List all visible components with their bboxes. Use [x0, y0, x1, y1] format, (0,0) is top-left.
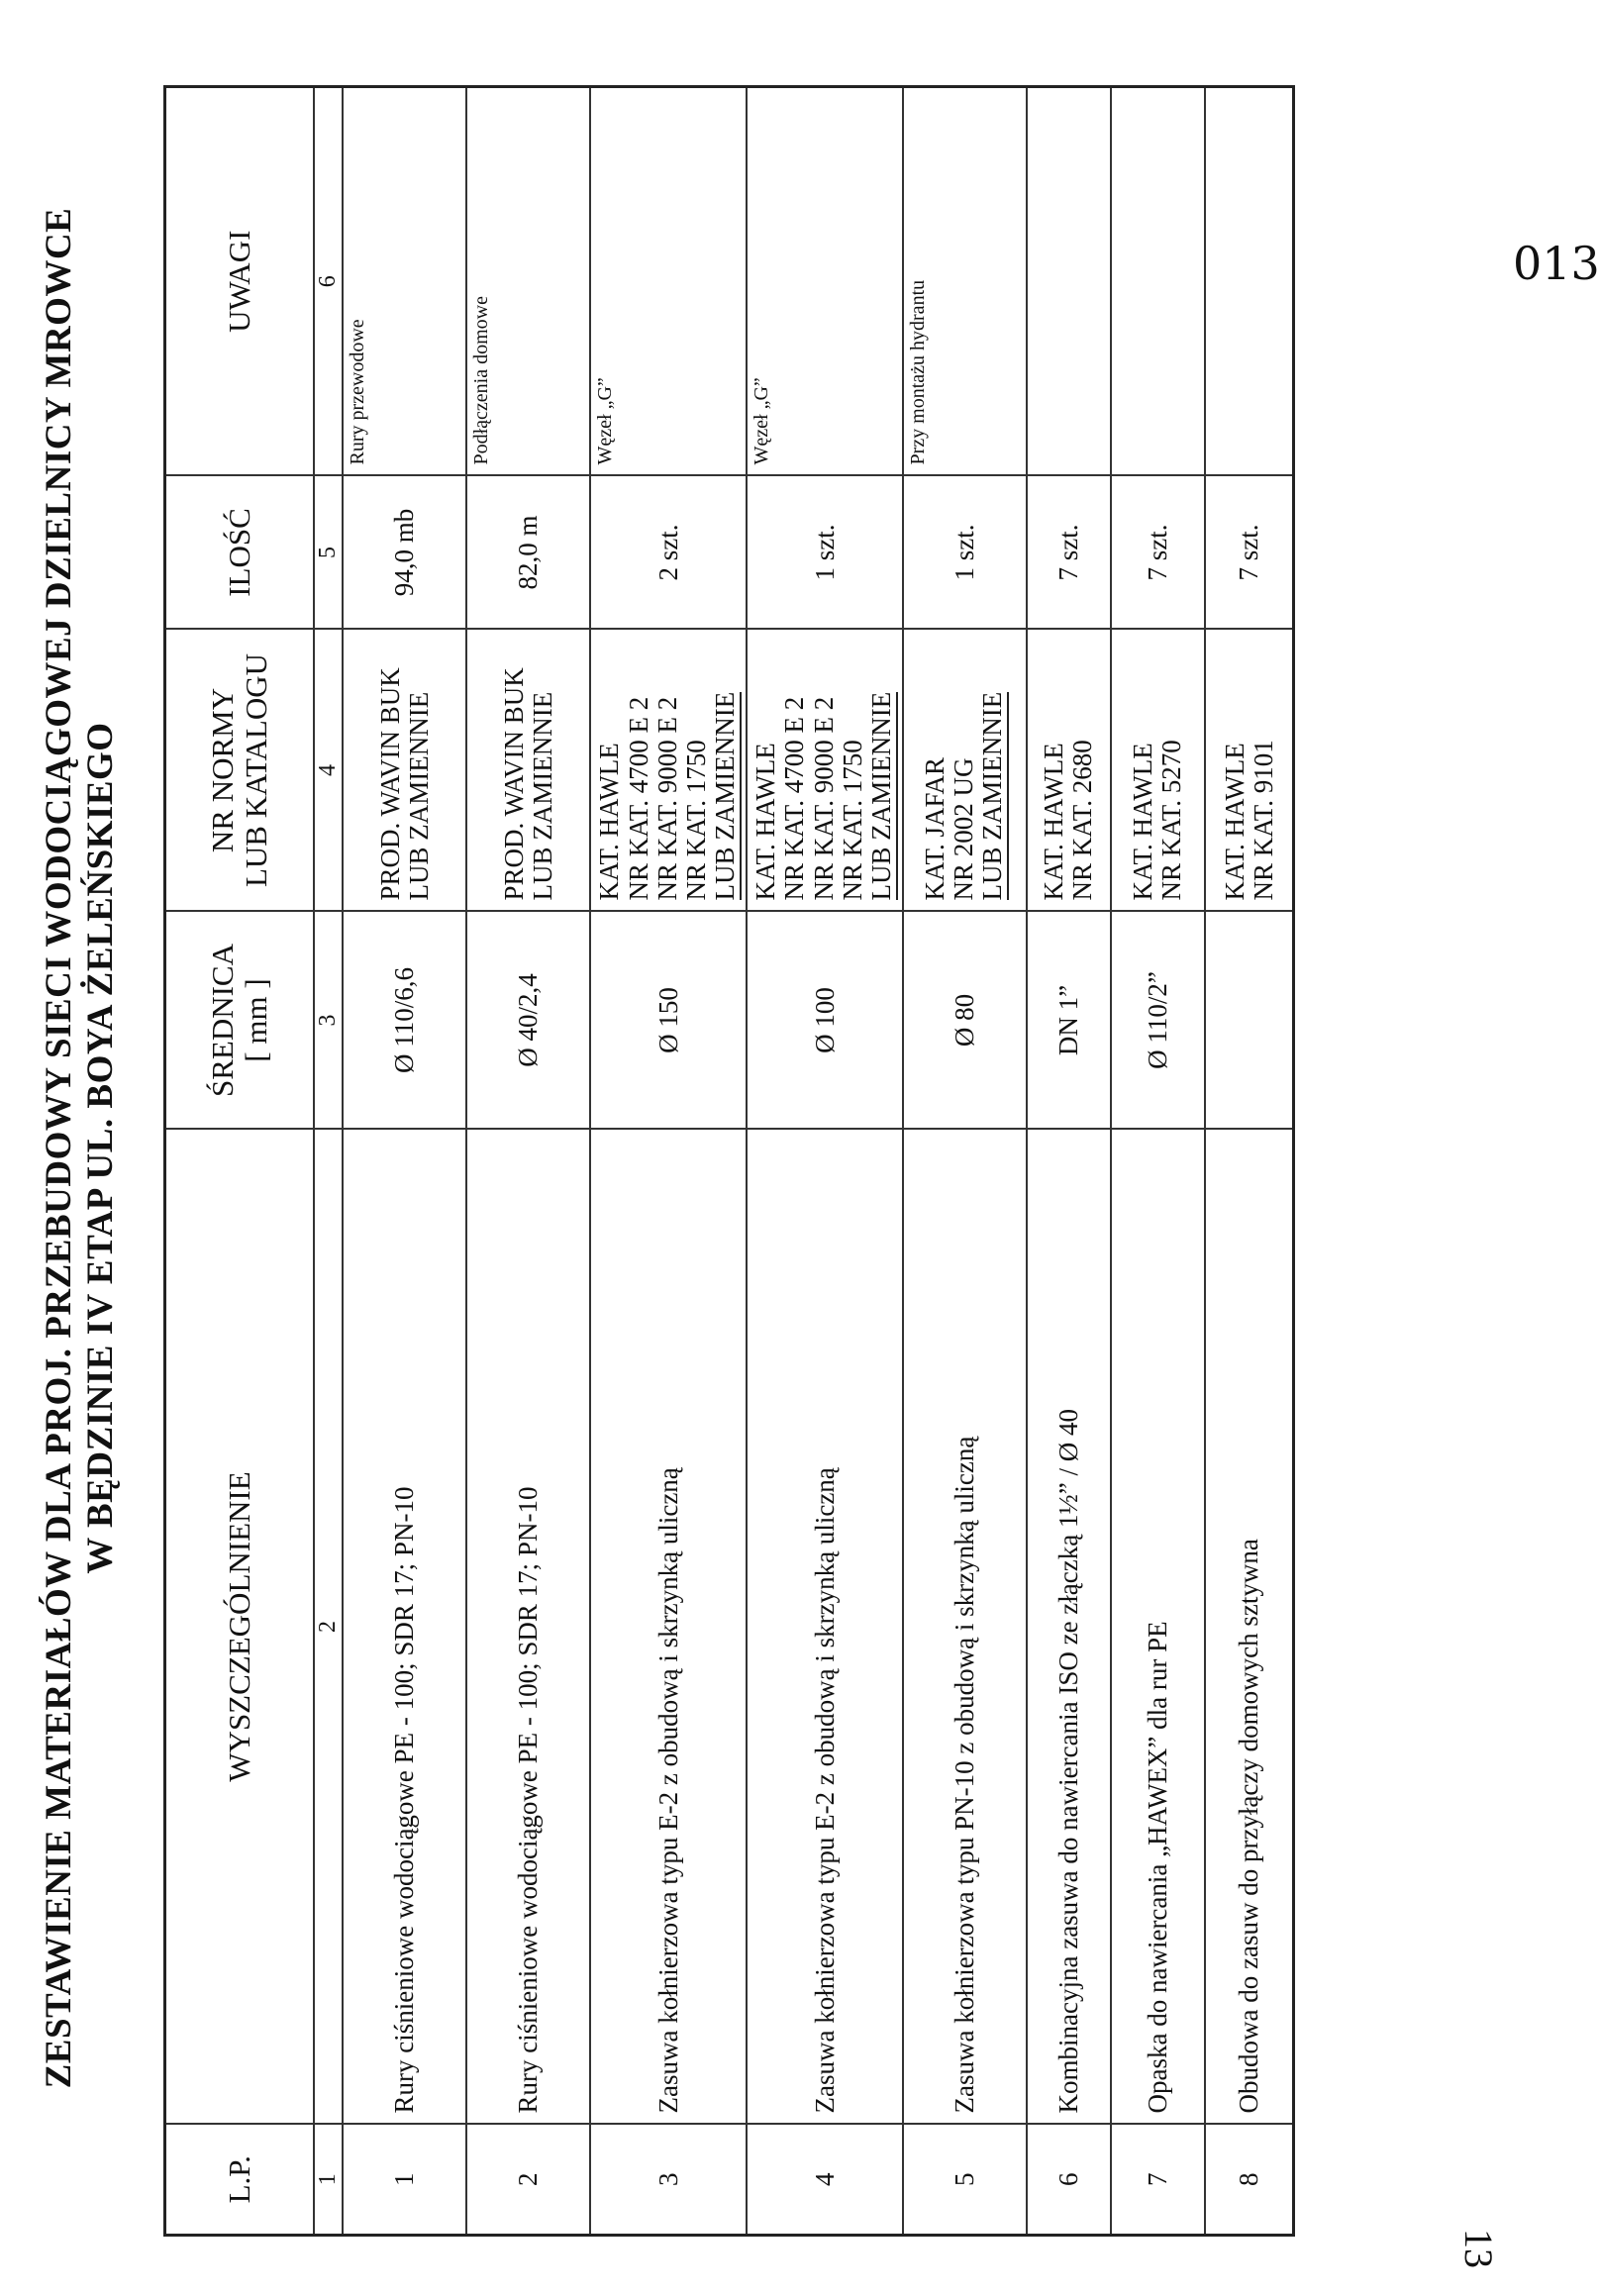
- cell-notes: Rury przewodowe: [343, 87, 466, 476]
- column-number: 1: [314, 2125, 344, 2236]
- cell-notes: Węzeł „G”: [747, 87, 903, 476]
- cell-catalog: [466, 630, 590, 912]
- cell-notes: [1027, 87, 1111, 476]
- header-quantity-text: ILOŚĆ: [222, 508, 257, 597]
- header-description-text: WYSZCZEGÓLNIENIE: [222, 1471, 257, 1782]
- cell-diameter: Ø 110/6,6: [343, 912, 466, 1130]
- catalog-line: KAT. HAWLE: [750, 743, 781, 901]
- cell-lp: 1: [343, 2125, 466, 2236]
- catalog-line: NR KAT. 1750: [837, 740, 867, 901]
- cell-quantity: 94,0 mb: [343, 476, 466, 630]
- header-diameter-text: [ mm ]: [238, 978, 273, 1062]
- cell-catalog: [747, 630, 903, 912]
- cell-diameter: Ø 110/2”: [1111, 912, 1205, 1130]
- catalog-line: NR KAT. 4700 E 2: [779, 696, 810, 901]
- cell-catalog: [590, 630, 747, 912]
- page-mark: 13: [1456, 2229, 1501, 2268]
- cell-quantity: 82,0 m: [466, 476, 590, 630]
- table-row: [747, 87, 903, 2236]
- catalog-line: KAT. HAWLE: [594, 743, 625, 901]
- table-row: [903, 87, 1027, 2236]
- column-number: 3: [314, 912, 344, 1130]
- cell-catalog: [1205, 630, 1294, 912]
- cell-notes: [1111, 87, 1205, 476]
- table-row: [590, 87, 747, 2236]
- cell-lp: 4: [747, 2125, 903, 2236]
- catalog-line: NR KAT. 2680: [1067, 740, 1098, 901]
- cell-diameter: Ø 150: [590, 912, 747, 1130]
- cell-quantity: 7 szt.: [1205, 476, 1294, 630]
- cell-catalog: [1111, 630, 1205, 912]
- catalog-line: NR KAT. 9000 E 2: [808, 696, 839, 901]
- cell-quantity: 1 szt.: [747, 476, 903, 630]
- catalog-line: NR KAT. 1750: [680, 740, 711, 901]
- header-catalog-text: LUB KATALOGU: [238, 652, 273, 888]
- catalog-line: LUB ZAMIENNIE: [711, 692, 742, 901]
- header-lp-text: L.P.: [222, 2155, 257, 2204]
- header-diameter: [165, 912, 314, 1130]
- cell-diameter: Ø 80: [903, 912, 1027, 1130]
- cell-quantity: 7 szt.: [1111, 476, 1205, 630]
- cell-catalog: [1027, 630, 1111, 912]
- cell-description: Kombinacyjna zasuwa do nawiercania ISO ze złączką 1½” / Ø 40: [1027, 1130, 1111, 2125]
- catalog-line: KAT. HAWLE: [1039, 743, 1069, 901]
- header-lp: [165, 2125, 314, 2236]
- table-row: [1205, 87, 1294, 2236]
- header-notes: [165, 87, 314, 476]
- catalog-line: LUB ZAMIENNIE: [403, 691, 434, 901]
- cell-diameter: Ø 40/2,4: [466, 912, 590, 1130]
- cell-lp: 3: [590, 2125, 747, 2236]
- column-number: 2: [314, 1130, 344, 2125]
- cell-description: Rury ciśnieniowe wodociągowe PE - 100; SDR 17; PN-10: [466, 1130, 590, 2125]
- document-title-line1: ZESTAWIENIE MATERIAŁÓW DLA PROJ. PRZEBUDOWY SIECI WODOCIĄGOWEJ DZIELNICY MROWCE: [39, 207, 79, 2089]
- cell-lp: 2: [466, 2125, 590, 2236]
- cell-quantity: 1 szt.: [903, 476, 1027, 630]
- catalog-line: NR KAT. 5270: [1156, 740, 1187, 901]
- cell-description: Zasuwa kołnierzowa typu E-2 z obudową i skrzynką uliczną: [590, 1130, 747, 2125]
- header-quantity: [165, 476, 314, 630]
- catalog-line: NR 2002 UG: [948, 757, 978, 901]
- cell-quantity: 2 szt.: [590, 476, 747, 630]
- header-description: [165, 1130, 314, 2125]
- cell-catalog: [343, 630, 466, 912]
- cell-lp: 8: [1205, 2125, 1294, 2236]
- cell-description: Zasuwa kołnierzowa typu PN-10 z obudową i skrzynką uliczną: [903, 1130, 1027, 2125]
- catalog-line: PROD. WAVIN BUK: [498, 667, 529, 901]
- catalog-line: KAT. JAFAR: [919, 756, 950, 901]
- cell-diameter: [1205, 912, 1294, 1130]
- table-header-row: [165, 87, 314, 2236]
- catalog-line: NR KAT. 9101: [1248, 740, 1278, 901]
- cell-catalog: [903, 630, 1027, 912]
- cell-notes: Węzeł „G”: [590, 87, 747, 476]
- cell-notes: Podłączenia domowe: [466, 87, 590, 476]
- column-number: 6: [314, 87, 344, 476]
- cell-description: Zasuwa kołnierzowa typu E-2 z obudową i skrzynką uliczną: [747, 1130, 903, 2125]
- table-row: [1027, 87, 1111, 2236]
- cell-description: Opaska do nawiercania „HAWEX” dla rur PE: [1111, 1130, 1205, 2125]
- cell-diameter: Ø 100: [747, 912, 903, 1130]
- header-diameter-text: ŚREDNICA: [205, 944, 241, 1098]
- cell-lp: 5: [903, 2125, 1027, 2236]
- catalog-line: NR KAT. 4700 E 2: [623, 696, 653, 901]
- catalog-line: LUB ZAMIENNIE: [867, 692, 898, 901]
- cell-notes: [1205, 87, 1294, 476]
- cell-lp: 6: [1027, 2125, 1111, 2236]
- catalog-line: KAT. HAWLE: [1219, 743, 1250, 901]
- cell-description: Obudowa do zasuw do przyłączy domowych sztywna: [1205, 1130, 1294, 2125]
- catalog-line: LUB ZAMIENNIE: [527, 691, 557, 901]
- cell-quantity: 7 szt.: [1027, 476, 1111, 630]
- cell-lp: 7: [1111, 2125, 1205, 2236]
- cell-notes: Przy montażu hydrantu: [903, 87, 1027, 476]
- page-number: 013: [1513, 237, 1600, 290]
- column-number: 5: [314, 476, 344, 630]
- materials-table: [163, 85, 1295, 2237]
- table-row: [1111, 87, 1205, 2236]
- cell-description: Rury ciśnieniowe wodociągowe PE - 100; SDR 17; PN-10: [343, 1130, 466, 2125]
- table-column-numbers-row: [314, 87, 344, 2236]
- table-row: [343, 87, 466, 2236]
- header-notes-text: UWAGI: [222, 230, 257, 333]
- header-catalog: [165, 630, 314, 912]
- catalog-line: KAT. HAWLE: [1128, 743, 1158, 901]
- header-catalog-text: NR NORMY: [205, 687, 241, 853]
- document-title-line2: W BĘDZINIE IV ETAP UL. BOYA ŻELEŃSKIEGO: [80, 722, 121, 1574]
- catalog-line: NR KAT. 9000 E 2: [651, 696, 682, 901]
- column-number: 4: [314, 630, 344, 912]
- cell-diameter: DN 1”: [1027, 912, 1111, 1130]
- table-row: [466, 87, 590, 2236]
- catalog-line: LUB ZAMIENNIE: [978, 692, 1009, 901]
- catalog-line: PROD. WAVIN BUK: [374, 667, 405, 901]
